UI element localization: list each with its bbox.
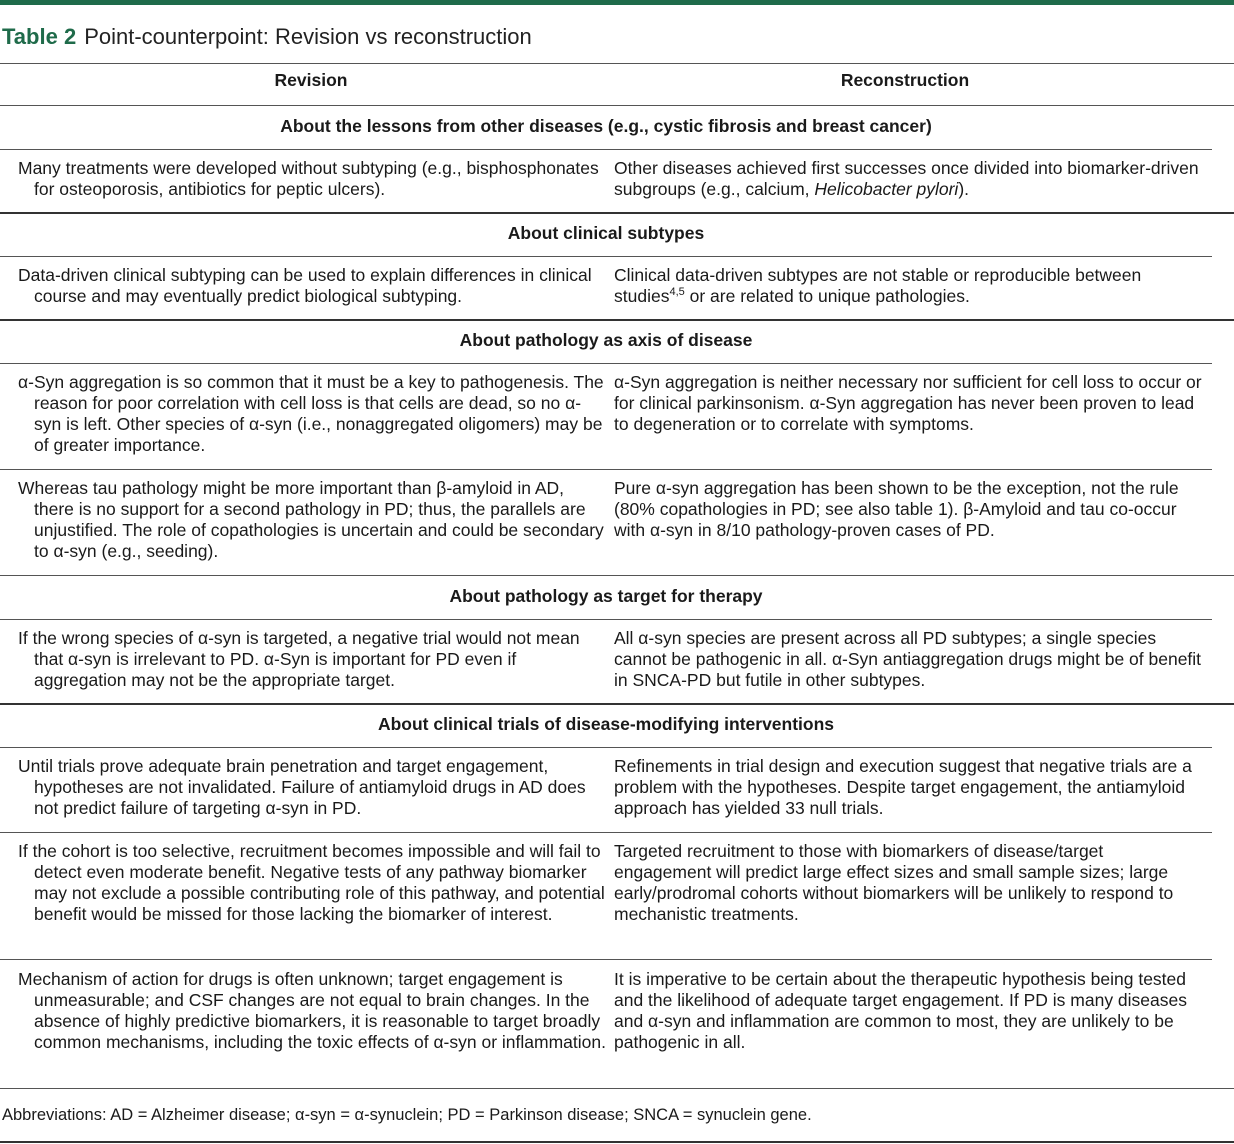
column-header-reconstruction: Reconstruction [840,70,970,90]
divider [0,256,1212,257]
reconstruction-cell: Targeted recruitment to those with biomarkers of disease/target engagement will predict large effect sizes and small sample sizes; large early/prodromal cohorts without biomarkers will be unlikely to respond to mechanistic treatments. [614,841,1174,924]
revision-cell: α-Syn aggregation is so common that it must be a key to pathogenesis. The reason for poor correlation with cell loss is that cells are dead, so no α-syn is left. Other species of α-syn (i.e., nonaggregated oligomers) may be of greater importance. [18,372,604,455]
divider [0,575,1234,576]
cell-italic-text: Helicobacter pylori [814,179,959,199]
divider [0,1141,1234,1143]
section-heading: About pathology as target for therapy [449,586,763,606]
revision-cell: Until trials prove adequate brain penetration and target engagement, hypotheses are not invalidated. Failure of antiamyloid drugs in AD does not predict failure of targeting α-syn in PD. [18,756,586,818]
column-header-revision: Revision [274,70,348,90]
divider [0,63,1234,64]
top-accent-bar [0,0,1234,5]
cell-text: or are related to unique pathologies. [684,286,970,306]
divider [0,149,1212,150]
cell-text: Other diseases achieved first successes once divided into biomarker-driven subgroups (e.g., calcium, [614,158,1199,199]
section-heading: About the lessons from other diseases (e.g., cystic fibrosis and breast cancer) [280,116,932,136]
cell-text: ). [958,179,970,199]
revision-cell: Many treatments were developed without subtyping (e.g., bisphosphonates for osteoporosis, antibiotics for peptic ulcers). [18,158,599,199]
divider [0,619,1212,620]
table-number: Table 2 [2,24,77,49]
reconstruction-cell: It is imperative to be certain about the therapeutic hypothesis being tested and the likelihood of adequate target engagement. If PD is many diseases and α-syn and inflammation are common to most, they are unlikely to be pathogenic in all. [614,969,1188,1052]
revision-cell: If the wrong species of α-syn is targeted, a negative trial would not mean that α-syn is irrelevant to PD. α-Syn is important for PD even if aggregation may not be the appropriate target. [18,628,580,690]
divider [0,363,1212,364]
table-title [2,22,532,52]
revision-cell: If the cohort is too selective, recruitment becomes impossible and will fail to detect even moderate benefit. Negative tests of any pathway biomarker may not exclude a possible contributing role of this pathway, and potential benefit would be missed for those lacking the biomarker of interest. [18,841,605,924]
reconstruction-cell: Pure α-syn aggregation has been shown to be the exception, not the rule (80% copathologies in PD; see also table 1). β-Amyloid and tau co-occur with α-syn in 8/10 pathology-proven cases of PD. [614,478,1179,540]
section-heading: About clinical subtypes [507,223,705,243]
citation-superscript: 4,5 [669,286,685,299]
revision-cell: Whereas tau pathology might be more important than β-amyloid in AD, there is no support for a second pathology in PD; thus, the parallels are unjustified. The role of copathologies is uncertain and could be secondary to α-syn (e.g., seeding). [18,478,604,561]
section-heading: About pathology as axis of disease [459,330,753,350]
revision-cell: Mechanism of action for drugs is often unknown; target engagement is unmeasurable; and CSF changes are not equal to brain changes. In the absence of highly predictive biomarkers, it is reasonable to target broadly common mechanisms, including the toxic effects of α-syn or inflammation. [18,969,606,1052]
divider [0,832,1212,833]
reconstruction-cell [614,265,1204,307]
revision-cell: Data-driven clinical subtyping can be used to explain differences in clinical course and may eventually predict biological subtyping. [18,265,592,306]
divider [0,319,1234,321]
reconstruction-cell: α-Syn aggregation is neither necessary nor sufficient for cell loss to occur or for clinical parkinsonism. α-Syn aggregation has never been proven to lead to degeneration or to correlate with symptoms. [614,372,1202,434]
divider [0,1088,1234,1089]
divider [0,212,1234,214]
divider [0,959,1212,960]
cell-text: Clinical data-driven subtypes are not stable or reproducible between studies [614,265,1142,306]
reconstruction-cell: Refinements in trial design and execution suggest that negative trials are a problem with the hypotheses. Despite target engagement, the antiamyloid approach has yielded 33 null trials. [614,756,1192,818]
divider [0,469,1212,470]
table-title-text: Point-counterpoint: Revision vs reconstruction [84,24,532,49]
table-footnote: Abbreviations: AD = Alzheimer disease; α-syn = α-synuclein; PD = Parkinson disease; SNCA = synuclein gene. [2,1106,812,1124]
divider [0,105,1234,106]
reconstruction-cell: All α-syn species are present across all PD subtypes; a single species cannot be pathogenic in all. α-Syn antiaggregation drugs might be of benefit in SNCA-PD but futile in other subtypes. [614,628,1202,690]
reconstruction-cell [614,158,1204,200]
section-heading: About clinical trials of disease-modifying interventions [377,714,835,734]
divider [0,703,1234,705]
divider [0,747,1212,748]
